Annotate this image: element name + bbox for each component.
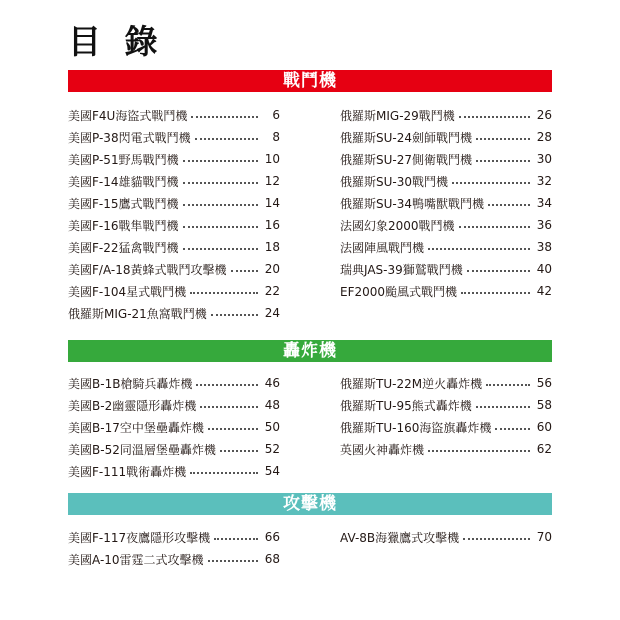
toc-entry[interactable] [68, 236, 280, 258]
toc-entry-title: 美國F-111戰術轟炸機 [68, 464, 187, 479]
toc-entry[interactable] [340, 126, 552, 148]
dot-leader [461, 292, 530, 294]
toc-entry[interactable] [340, 214, 552, 236]
toc-entry-title: 俄羅斯SU-24劍師戰鬥機 [340, 130, 473, 145]
toc-entry-page-number: 20 [264, 262, 280, 276]
toc-entry[interactable] [340, 192, 552, 214]
toc-entry-title: 美國P-38閃電式戰鬥機 [68, 130, 191, 145]
toc-entry-title: 美國F-117夜鷹隱形攻擊機 [68, 530, 211, 545]
toc-entry-page-number: 10 [264, 152, 280, 166]
dot-leader [459, 226, 530, 228]
section-header-bombers: 轟炸機 [68, 340, 552, 362]
dot-leader [486, 384, 530, 386]
toc-entry-title: 俄羅斯TU-160海盜旗轟炸機 [340, 420, 492, 435]
dot-leader [183, 160, 258, 162]
toc-entry-title: 美國P-51野馬戰鬥機 [68, 152, 179, 167]
toc-entry-page-number: 28 [536, 130, 552, 144]
toc-entry[interactable] [68, 526, 280, 548]
dot-leader [459, 116, 530, 118]
toc-entry[interactable] [340, 104, 552, 126]
dot-leader [231, 270, 259, 272]
toc-entry-page-number: 50 [264, 420, 280, 434]
toc-entry-page-number: 36 [536, 218, 552, 232]
dot-leader [191, 116, 258, 118]
section-header-fighters: 戰鬥機 [68, 70, 552, 92]
toc-entry[interactable] [340, 438, 552, 460]
toc-entry[interactable] [68, 258, 280, 280]
toc-entry-title: 美國A-10雷霆二式攻擊機 [68, 552, 204, 567]
toc-entry-page-number: 26 [536, 108, 552, 122]
toc-entry-title: 瑞典JAS-39獅鷲戰鬥機 [340, 262, 463, 277]
toc-entry-page-number: 52 [264, 442, 280, 456]
toc-entry-page-number: 54 [264, 464, 280, 478]
toc-entry[interactable] [68, 192, 280, 214]
dot-leader [214, 538, 258, 540]
dot-leader [190, 292, 258, 294]
toc-entry[interactable] [68, 548, 280, 570]
toc-entry[interactable] [68, 126, 280, 148]
toc-entry-title: 美國F4U海盜式戰鬥機 [68, 108, 188, 123]
dot-leader [476, 138, 530, 140]
toc-entry[interactable] [68, 460, 280, 482]
dot-leader [428, 248, 530, 250]
toc-entry-page-number: 46 [264, 376, 280, 390]
toc-entry-title: EF2000颱風式戰鬥機 [340, 284, 458, 299]
toc-entry-title: 美國F-22猛禽戰鬥機 [68, 240, 179, 255]
dot-leader [476, 160, 530, 162]
toc-entry-page-number: 56 [536, 376, 552, 390]
toc-entry-title: 俄羅斯MIG-21魚窩戰鬥機 [68, 306, 207, 321]
dot-leader [183, 182, 258, 184]
toc-entry[interactable] [340, 394, 552, 416]
toc-entry-title: 俄羅斯SU-34鴨嘴獸戰鬥機 [340, 196, 485, 211]
toc-entry-page-number: 34 [536, 196, 552, 210]
toc-entry-title: 法國幻象2000戰鬥機 [340, 218, 455, 233]
dot-leader [183, 204, 258, 206]
toc-entry-page-number: 14 [264, 196, 280, 210]
toc-entry-title: 俄羅斯SU-27側衛戰鬥機 [340, 152, 473, 167]
toc-entry[interactable] [68, 214, 280, 236]
dot-leader [211, 314, 258, 316]
toc-entry-page-number: 66 [264, 530, 280, 544]
toc-entry[interactable] [68, 394, 280, 416]
toc-entry-page-number: 70 [536, 530, 552, 544]
toc-entry-title: 俄羅斯SU-30戰鬥機 [340, 174, 449, 189]
toc-entry-page-number: 38 [536, 240, 552, 254]
toc-entry-page-number: 18 [264, 240, 280, 254]
toc-entry-page-number: 30 [536, 152, 552, 166]
dot-leader [183, 248, 258, 250]
toc-entry-title: 俄羅斯TU-95熊式轟炸機 [340, 398, 472, 413]
toc-entry-title: 法國陣風戰鬥機 [340, 240, 425, 255]
toc-entry-page-number: 12 [264, 174, 280, 188]
toc-entry-title: 美國F/A-18黃蜂式戰鬥攻擊機 [68, 262, 227, 277]
dot-leader [476, 406, 530, 408]
toc-entry[interactable] [340, 280, 552, 302]
dot-leader [195, 138, 258, 140]
toc-entry-title: 英國火神轟炸機 [340, 442, 425, 457]
toc-entry-title: 美國B-2幽靈隱形轟炸機 [68, 398, 197, 413]
toc-entry-page-number: 42 [536, 284, 552, 298]
toc-entry[interactable] [340, 372, 552, 394]
toc-entry[interactable] [68, 148, 280, 170]
toc-entry-page-number: 68 [264, 552, 280, 566]
toc-entry-title: 俄羅斯TU-22M逆火轟炸機 [340, 376, 483, 391]
toc-entry[interactable] [68, 280, 280, 302]
toc-entry[interactable] [68, 372, 280, 394]
dot-leader [467, 270, 530, 272]
toc-entry-title: 美國B-52同溫層堡壘轟炸機 [68, 442, 216, 457]
toc-entry-page-number: 6 [272, 108, 280, 122]
toc-entry[interactable] [340, 258, 552, 280]
toc-entry[interactable] [68, 416, 280, 438]
toc-entry-page-number: 24 [264, 306, 280, 320]
dot-leader [208, 428, 258, 430]
toc-entry[interactable] [68, 302, 280, 324]
toc-entry-page-number: 60 [536, 420, 552, 434]
toc-entry-title: 美國F-15鷹式戰鬥機 [68, 196, 179, 211]
toc-entry[interactable] [340, 526, 552, 548]
dot-leader [495, 428, 530, 430]
toc-entry-page-number: 48 [264, 398, 280, 412]
dot-leader [208, 560, 258, 562]
toc-entry-page-number: 32 [536, 174, 552, 188]
toc-entry-title: 美國F-16戰隼戰鬥機 [68, 218, 179, 233]
dot-leader [200, 406, 258, 408]
dot-leader [190, 472, 258, 474]
toc-entry[interactable] [68, 104, 280, 126]
dot-leader [488, 204, 530, 206]
page-title: 目 錄 [68, 22, 164, 61]
toc-entry[interactable] [340, 148, 552, 170]
section-header-attackers: 攻擊機 [68, 493, 552, 515]
toc-entry-page-number: 40 [536, 262, 552, 276]
toc-entry-title: 俄羅斯MIG-29戰鬥機 [340, 108, 455, 123]
toc-entry[interactable] [340, 416, 552, 438]
dot-leader [463, 538, 530, 540]
toc-entry-page-number: 16 [264, 218, 280, 232]
toc-entry-page-number: 62 [536, 442, 552, 456]
dot-leader [452, 182, 530, 184]
dot-leader [196, 384, 258, 386]
dot-leader [183, 226, 258, 228]
toc-entry-page-number: 58 [536, 398, 552, 412]
toc-entry[interactable] [340, 236, 552, 258]
toc-entry[interactable] [68, 170, 280, 192]
toc-entry-title: 美國B-1B槍騎兵轟炸機 [68, 376, 193, 391]
toc-entry[interactable] [340, 170, 552, 192]
dot-leader [428, 450, 530, 452]
toc-entry-title: AV-8B海獵鷹式攻擊機 [340, 530, 460, 545]
toc-entry[interactable] [68, 438, 280, 460]
toc-entry-title: 美國F-104星式戰鬥機 [68, 284, 187, 299]
toc-entry-page-number: 8 [272, 130, 280, 144]
toc-entry-page-number: 22 [264, 284, 280, 298]
toc-entry-title: 美國B-17空中堡壘轟炸機 [68, 420, 204, 435]
dot-leader [220, 450, 258, 452]
toc-entry-title: 美國F-14雄貓戰鬥機 [68, 174, 179, 189]
